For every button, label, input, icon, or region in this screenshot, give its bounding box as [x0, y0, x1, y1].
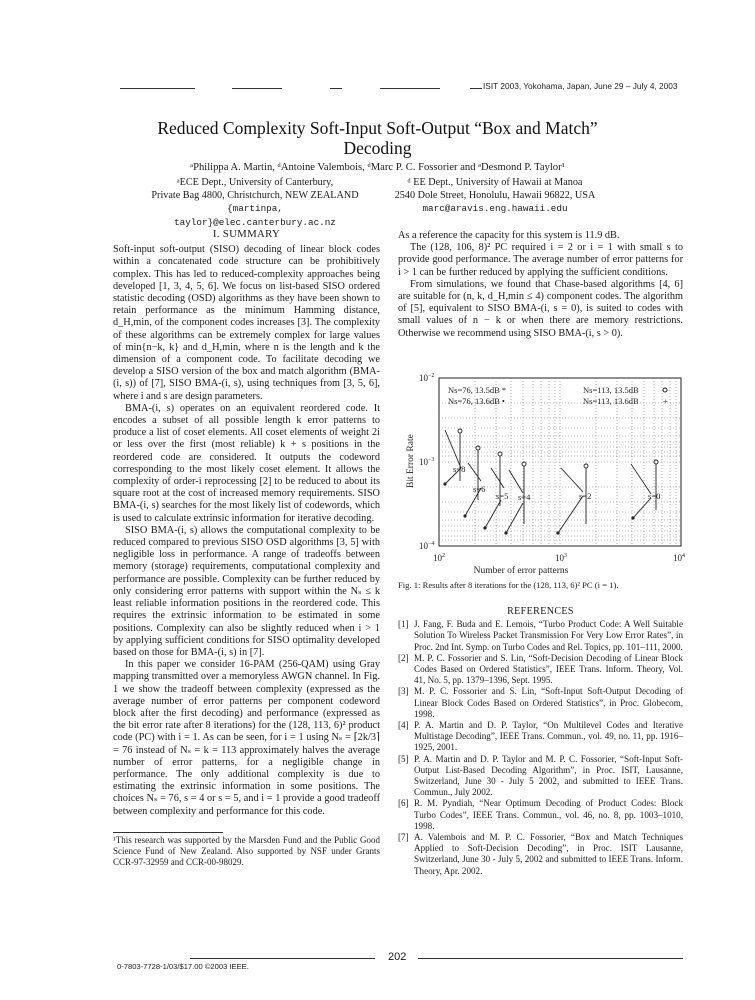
summary-paragraph-3: SISO BMA-(i, s) allows the computational complexity to be reduced compared to previous SISO OSD algorithms [3, 5] with negligible loss in performance. A range of tradeoffs between memory (storage) requirements, computational complexity and performance are possible. Complexity can be further reduced by only considering error patterns with support within the Nₛ ≤ k least reliable information positions in the reordered code. This requires the extrinsic information to be estimated in some positions. Complexity can also be slightly reduced when i > 1 by applying sufficient conditions for SISO optimality developed based on those for BMA-(i, s) in [7].: [113, 524, 380, 658]
svg-text:s=5: s=5: [496, 491, 509, 501]
header-rule: [470, 88, 482, 89]
page-number: 202: [388, 951, 407, 963]
conference-header: ISIT 2003, Yokohama, Japan, June 29 – July 4, 2003: [483, 81, 678, 91]
pc-paragraph: The (128, 106, 8)² PC required i = 2 or i = 1 with small s to provide good performance. The average number of error patterns for i > 1 can be further reduced by applying the sufficient conditions.: [398, 242, 683, 278]
y-tick-1e-2: $10^{-2}$: [419, 373, 435, 383]
header-rule: [380, 88, 440, 89]
footer-rule: [190, 958, 375, 959]
footnote-rule: [113, 832, 223, 833]
header-rule: [232, 88, 282, 89]
affiliation-hawaii: [375, 176, 615, 216]
affiliation-email[interactable]: {martinpa, taylor}@elec.canterbury.ac.nz: [174, 203, 336, 228]
svg-text:s=0: s=0: [648, 491, 661, 501]
series-ns113: [458, 429, 661, 524]
simulation-paragraph: From simulations, we found that Chase-based algorithms [4, 6] are suitable for (n, k, d_H,min ≤ 4) component codes. The algorithm of [5], equivalent to SISO BMA-(i, s = 0), is suited to codes with small values of n − k or when there are memory restrictions. Otherwise we recommend using SISO BMA-(i, s > 0).: [398, 278, 683, 339]
y-axis-label: Bit Error Rate: [406, 434, 416, 488]
reference-item: [6] R. M. Pyndiah, “Near Optimum Decoding of Product Codes: Block Turbo Codes”, IEEE Trans. Commun., vol. 46, no. 8, pp. 1003–1010, 1998.: [398, 798, 683, 831]
reference-item: [2] M. P. C. Fossorier and S. Lin, “Soft-Decision Decoding of Linear Block Codes Based on Ordered Statistics”, IEEE Trans. Inform. Theory, Vol. 41, No. 5, pp. 1379–1396, Sept. 1995.: [398, 652, 683, 686]
references-heading: REFERENCES: [507, 606, 574, 617]
y-tick-1e-3: $10^{-3}$: [419, 457, 435, 467]
y-tick-1e-4: $10^{-4}$: [419, 541, 435, 551]
paper-title: [0, 118, 755, 158]
summary-paragraph-4: In this paper we consider 16-PAM (256-QAM) using Gray mapping transmitted over a memoryless AWGN channel. In Fig. 1 we show the tradeoff between complexity (expressed as the average number of error patterns per component codeword block after the first decoding) and performance (expressed as the bit error rate after 8 iterations) for the (128, 113, 6)² product code (PC) with i = 1. As can be seen, for i = 1 using Nₛ = ⌈2k/3⌉ = 76 instead of Nₛ = k = 113 approximately halves the average number of error patterns, for a negligible change in performance. The only additional complexity is due to estimating the extrinsic information in some positions. The choices Nₛ = 76, s = 4 or s = 5, and i = 1 provide a good tradeoff between complexity and performance for this code.: [113, 659, 380, 817]
left-column: [113, 228, 380, 818]
x-axis-label: Number of error patterns: [473, 566, 569, 576]
summary-paragraph-1: Soft-input soft-output (SISO) decoding of linear block codes within a concatenated code structure can be prohibitively complex. This has led to reduced-complexity approaches being developed [1, 3, 4, 5, 6]. We focus on list-based SISO ordered statistic decoding (OSD) algorithms as they have been shown to retain performance as the minimum Hamming distance, d_H,min, of the component codes increases [3]. The complexity of these algorithms can be extremely complex for large values of min{n−k, k} and d_H,min, where n is the length and k the dimension of a component code. To facilitate decoding we develop a SISO version of the box and match algorithm (BMA-(i, s)) of [7], SISO BMA-(i, s), using techniques from [3, 5, 6], where i and s are design parameters.: [113, 244, 380, 402]
reference-item: [1] J. Fang, F. Buda and E. Lemois, “Turbo Product Code: A Well Suitable Solution To Wireless Packet Transmission For Very Low Error Rates”, in Proc. 2nd Int. Symp. on Turbo Codes and Rel. Topics, pp. 101–111, 2000.: [398, 619, 683, 652]
footer-rule: [418, 958, 683, 959]
summary-paragraph-2: BMA-(i, s) operates on an equivalent reordered code. It encodes a subset of all possible length k error patterns to produce a list of coset elements. All coset elements of weight 2i or less over the first (most reliable) k + s positions in the reordered code are considered. It outputs the codeword corresponding to the most likely coset element. It allows the complexity of order-i reprocessing [2] to be reduced to about its square root at the cost of increased memory requirements. SISO BMA-(i, s) searches for the most likely list of codewords, which is used to calculate extrinsic information for iterative decoding.: [113, 402, 380, 524]
svg-text:+: +: [663, 396, 668, 406]
title-line-1: Reduced Complexity Soft-Input Soft-Output “Box and Match”: [157, 118, 598, 138]
x-tick-1e3: $10^3$: [555, 553, 567, 563]
reference-item: [5] P. A. Martin and D. P. Taylor and M. P. C. Fossorier, “Soft-Input Soft-Output List-Based Decoding Algorithm”, in Proc. ISIT, Lausanne, Switzerland, June 30 - July 5 2002, and submitted to IEEE Trans. Commun., July 2002.: [398, 753, 683, 798]
series-ns76: [445, 430, 651, 533]
footnote: ¹This research was supported by the Marsden Fund and the Public Good Science Fund of New Zealand. Also supported by NSF under Grants CCR-97-32959 and CCR-00-98029.: [113, 835, 380, 867]
copyright-line: 0-7803-7728-1/03/$17.00 ©2003 IEEE.: [117, 962, 249, 971]
header-rule: [120, 88, 195, 89]
reference-item: [4] P. A. Martin and D. P. Taylor, “On Multilevel Codes and Iterative Multistage Decoding”, IEEE Trans. Commun., vol. 49, no. 11, pp. 1916–1925, 2001.: [398, 720, 683, 753]
section-heading-summary: I. SUMMARY: [212, 228, 281, 240]
capacity-paragraph: As a reference the capacity for this system is 11.9 dB.: [398, 230, 620, 241]
figure-1-caption: Fig. 1: Results after 8 iterations for the (128, 113, 6)² PC (i = 1).: [398, 580, 619, 590]
affiliation-address: 2540 Dole Street, Honolulu, Hawaii 96822, USA: [394, 190, 596, 202]
svg-text:Ns=113, 13.5dB: Ns=113, 13.5dB: [583, 385, 639, 395]
svg-text:s=4: s=4: [518, 492, 531, 502]
title-line-2: Decoding: [343, 138, 412, 158]
svg-text:Ns=113, 13.6dB: Ns=113, 13.6dB: [583, 396, 639, 406]
header-rule: [330, 88, 342, 89]
affiliation-email[interactable]: marc@aravis.eng.hawaii.edu: [422, 203, 568, 215]
affiliation-dept: ᵃECE Dept., University of Canterbury,: [176, 177, 334, 188]
svg-text:s=8: s=8: [453, 464, 466, 474]
x-tick-1e2: $10^2$: [433, 553, 445, 563]
svg-text:s=2: s=2: [579, 491, 592, 501]
svg-text:Ns=76, 13.5dB *: Ns=76, 13.5dB *: [448, 385, 507, 395]
svg-text:s=6: s=6: [473, 484, 486, 494]
right-column-text: [398, 230, 683, 340]
x-tick-1e4: $10^4$: [673, 553, 685, 563]
references-section: [398, 606, 683, 877]
reference-item: [3] M. P. C. Fossorier and S. Lin, “Soft-Input Soft-Output Decoding of Linear Block Codes Based on Ordered Statistics”, in Proc. Globecom, 1998.: [398, 686, 683, 719]
affiliation-address: Private Bag 4800, Christchurch, NEW ZEALAND: [151, 190, 359, 202]
svg-text:Ns=76, 13.6dB •: Ns=76, 13.6dB •: [448, 396, 505, 406]
affiliation-canterbury: [150, 176, 360, 229]
author-list: ᵃPhilippa A. Martin, ᵈAntoine Valembois, ᵈMarc P. C. Fossorier and ᵃDesmond P. Taylor¹: [190, 162, 565, 173]
reference-item: [7] A. Valembois and M. P. C. Fossorier, “Box and Match Techniques Applied to Soft-Decision Decoding”, in Proc. ISIT Lausanne, Switzerland, June 30 - July 5, 2002 and submitted to IEEE Trans. Inform. Theory, Apr. 2002.: [398, 832, 683, 876]
chart-legend: [448, 385, 668, 406]
figure-1-chart: [393, 368, 683, 593]
affiliation-dept: ᵈ EE Dept., University of Hawaii at Manoa: [407, 177, 583, 188]
s-annotations: [453, 464, 660, 502]
